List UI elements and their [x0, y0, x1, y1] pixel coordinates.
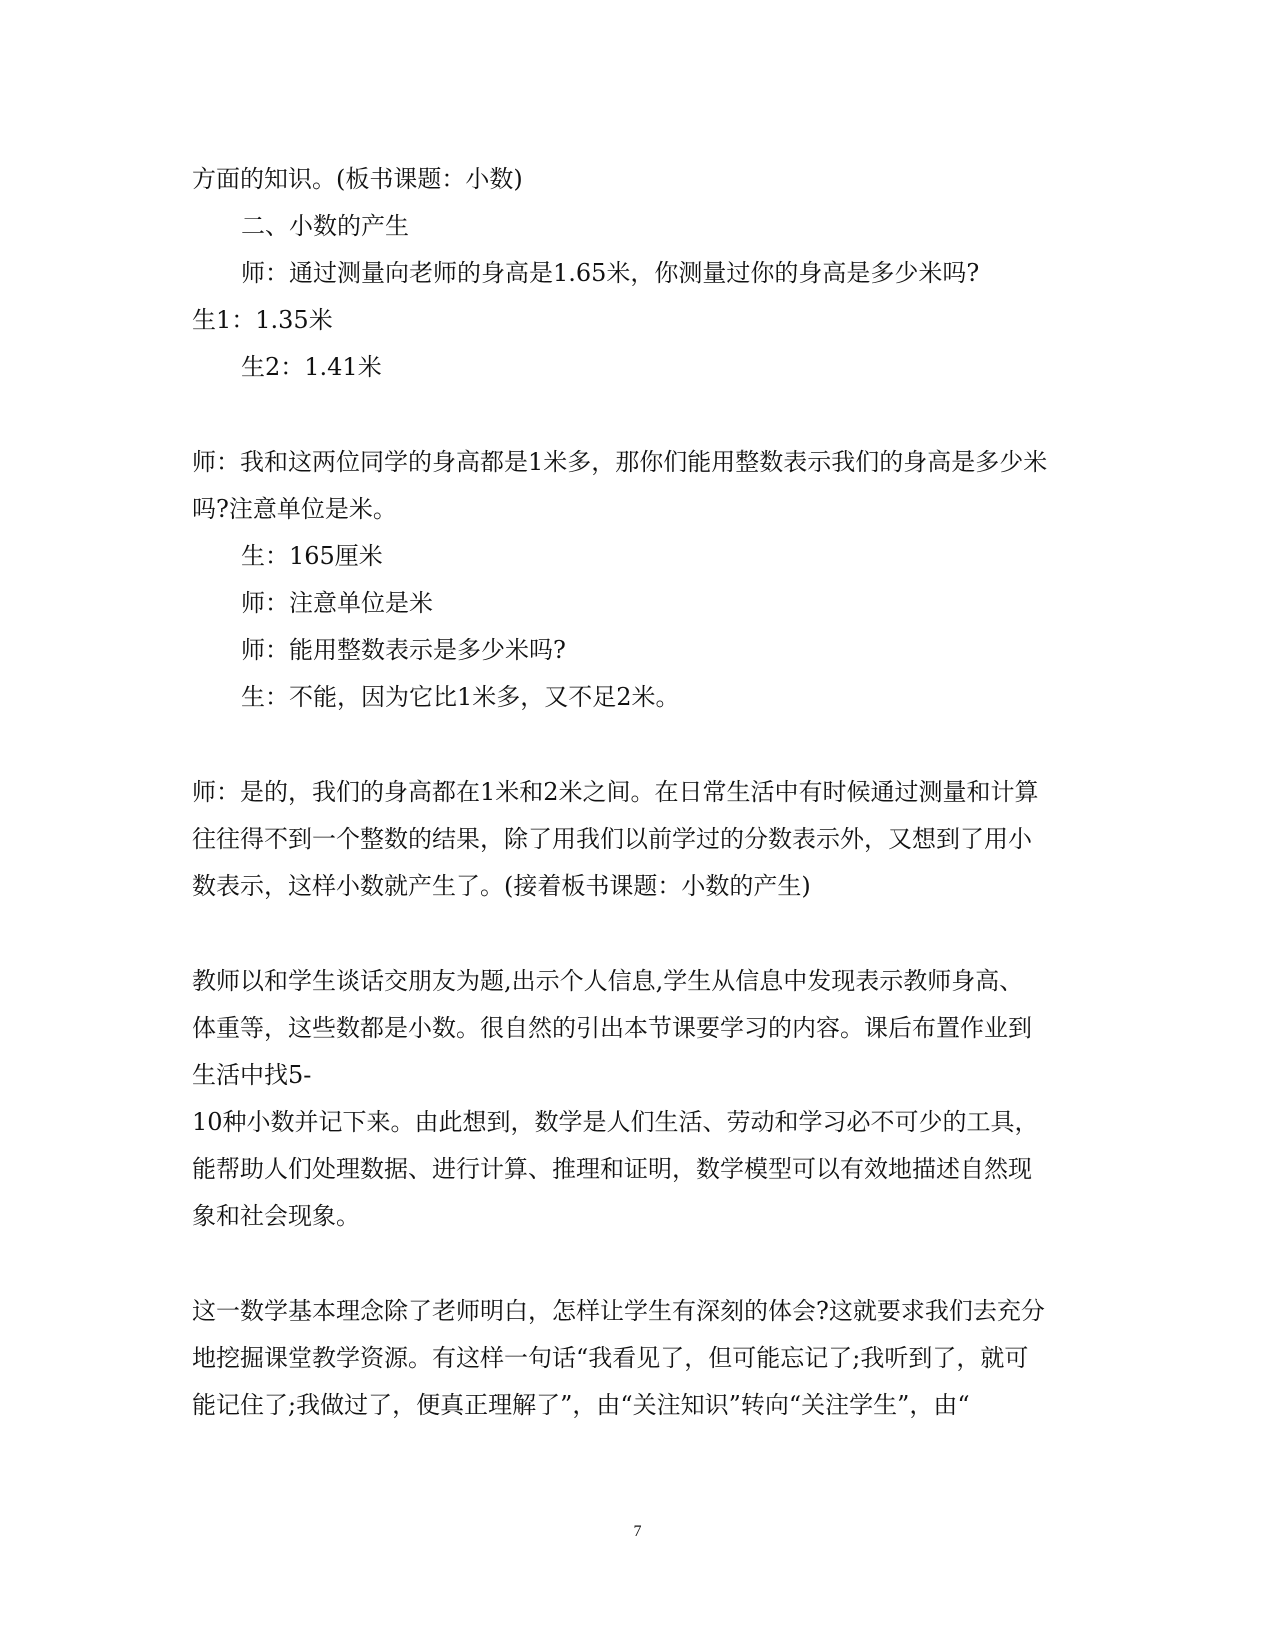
text-line-4: 生1：1.35米 [192, 306, 333, 334]
text-line-7: 吗?注意单位是米。 [192, 495, 397, 523]
text-line-13: 往往得不到一个整数的结果，除了用我们以前学过的分数表示外，又想到了用小 [192, 825, 1032, 853]
section-heading: 二、小数的产生 [241, 212, 409, 240]
text-line-9: 师：注意单位是米 [241, 589, 433, 617]
text-line-11: 生：不能，因为它比1米多，又不足2米。 [241, 683, 680, 711]
text-line-15: 教师以和学生谈话交朋友为题,出示个人信息,学生从信息中发现表示教师身高、 [192, 967, 1024, 995]
page-number: 7 [633, 1523, 642, 1540]
text-line-12: 师：是的，我们的身高都在1米和2米之间。在日常生活中有时候通过测量和计算 [192, 778, 1039, 806]
text-line-6: 师：我和这两位同学的身高都是1米多，那你们能用整数表示我们的身高是多少米 [192, 448, 1048, 476]
text-line-10: 师：能用整数表示是多少米吗? [241, 636, 566, 664]
text-line-18: 10种小数并记下来。由此想到，数学是人们生活、劳动和学习必不可少的工具， [192, 1108, 1039, 1136]
text-line-1: 方面的知识。(板书课题：小数) [192, 165, 523, 193]
text-line-14: 数表示，这样小数就产生了。(接着板书课题：小数的产生) [192, 872, 811, 900]
text-line-5: 生2：1.41米 [241, 353, 382, 381]
text-line-20: 象和社会现象。 [192, 1202, 360, 1230]
text-line-3: 师：通过测量向老师的身高是1.65米，你测量过你的身高是多少米吗? [241, 259, 980, 287]
text-line-19: 能帮助人们处理数据、进行计算、推理和证明，数学模型可以有效地描述自然现 [192, 1155, 1032, 1183]
text-line-8: 生：165厘米 [241, 542, 383, 570]
text-line-22: 地挖掘课堂教学资源。有这样一句话“我看见了，但可能忘记了;我听到了，就可 [192, 1344, 1029, 1372]
text-line-23: 能记住了;我做过了，便真正理解了”，由“关注知识”转向“关注学生”，由“ [192, 1391, 970, 1419]
text-line-17: 生活中找5- [192, 1061, 312, 1089]
text-line-16: 体重等，这些数都是小数。很自然的引出本节课要学习的内容。课后布置作业到 [192, 1014, 1032, 1042]
text-line-21: 这一数学基本理念除了老师明白，怎样让学生有深刻的体会?这就要求我们去充分 [192, 1297, 1045, 1325]
